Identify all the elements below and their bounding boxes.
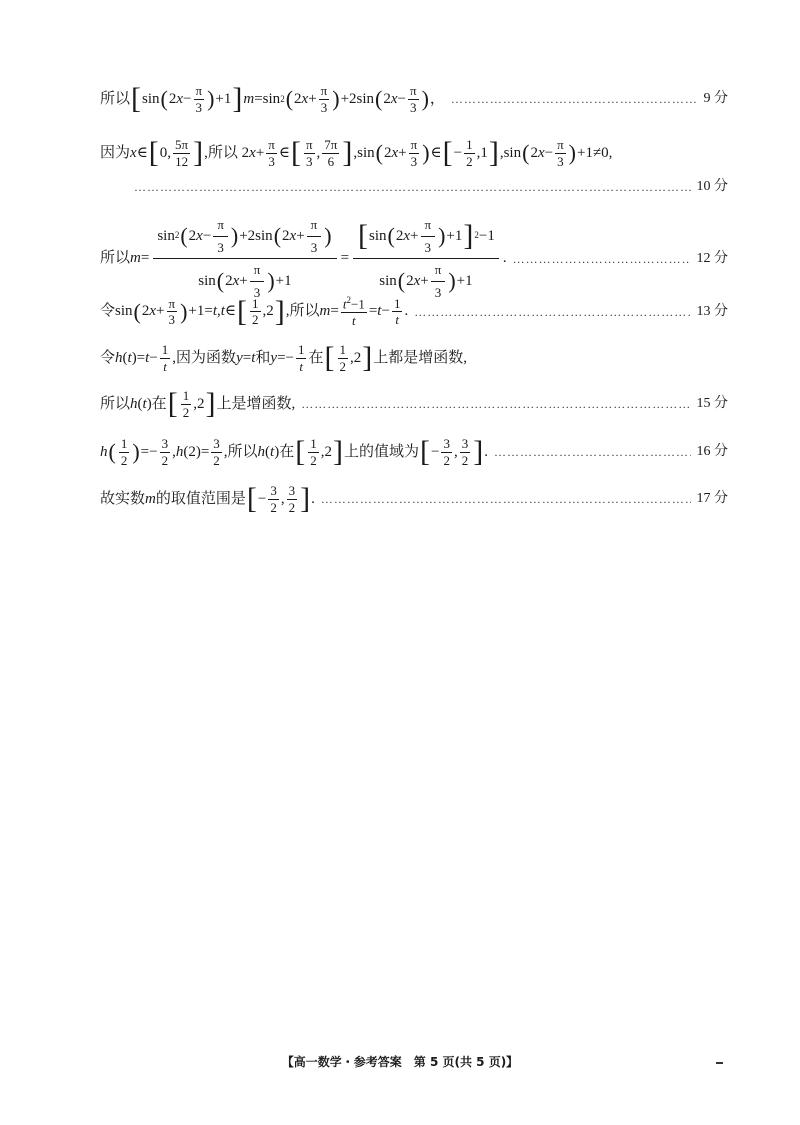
leader-dots bbox=[301, 398, 690, 410]
solution-line-range: 因为 x ∈ [ 0, $\frac{5\pi}{12}$ ] ,所以 2 x + $\frac{\pi}{3}$ ∈ [ $\frac{\pi}{3}$ , $\frac{7\pi}{6}$ ] ,sin ( 2 x + $\frac{\pi}{3}$ ) ∈ [ − $\frac{1}{2}$ ,1 ] ,sin ( 2 x − $\frac{\pi}{3}$ ) +1≠0, bbox=[100, 136, 613, 170]
score-label: 13 分 bbox=[696, 303, 728, 319]
leader-dots bbox=[321, 493, 691, 505]
leader-dots bbox=[451, 93, 698, 105]
solution-line-17: 故实数 m 的取值范围是 [ − $\frac{3}{2}$ , $\frac{3}{2}$ ] . …………………………………………………………………………………………………………………………… 17 分 bbox=[100, 484, 728, 514]
score-label: 10 分 bbox=[696, 179, 728, 194]
solution-line-12: 所以 m = sin 2 ( 2 x − $\frac{\pi}{3}$ ) +2sin ( 2 x + $\frac{\pi}{3}$ ) sin ( 2 x + $\frac{\pi}{3}$ ) +1 = [ sin ( 2 x + $\frac{\pi}{3}$ ) +1 ] 2 −1 sin ( 2 x + $\frac{\pi}{3}$ ) +1 . …………………………………………………………………………………………………………………………… 12 分 bbox=[100, 218, 728, 300]
leader-dots bbox=[134, 181, 691, 193]
score-label: 17 分 bbox=[696, 491, 728, 507]
solution-line-13: 令 sin ( 2 x + $\frac{\pi}{3}$ ) +1= t , t ∈ [ $\frac{1}{2}$ ,2 ] ,所以 m = $\frac{t^2-1}{t}$ = t − $\frac{1}{t}$ . …………………………………………………………………………………………………………………………… 13 分 bbox=[100, 296, 728, 328]
score-label: 9 分 bbox=[703, 91, 728, 107]
leader-dots bbox=[414, 306, 690, 318]
page-footer: 【高一数学・参考答案 第 5 页(共 5 页)】 bbox=[281, 1055, 519, 1069]
solution-line-10 bbox=[100, 180, 728, 194]
score-label: 16 分 bbox=[696, 444, 728, 460]
solution-line-9: 所以 [ sin ( 2 x − $\frac{\pi}{3}$ ) +1 ] m =sin 2 ( 2 x + $\frac{\pi}{3}$ ) +2sin ( 2 x − $\frac{\pi}{3}$ ) ， …………………………………………………………………………………………………………………………… 9 分 bbox=[100, 84, 728, 114]
leader-dots bbox=[513, 253, 691, 265]
solution-line-increasing: 令 h ( t )= t − $\frac{1}{t}$ ,因为函数 y = t 和 y =− $\frac{1}{t}$ 在 [ $\frac{1}{2}$ ,2 ] 上都是增函数, bbox=[100, 341, 468, 375]
corner-mark bbox=[716, 1062, 723, 1064]
leader-dots bbox=[494, 446, 691, 458]
score-label: 15 分 bbox=[696, 396, 728, 412]
score-label: 12 分 bbox=[696, 250, 728, 266]
solution-line-16: h ( $\frac{1}{2}$ ) =− $\frac{3}{2}$ , h (2)= $\frac{3}{2}$ ,所以 h ( t )在 [ $\frac{1}{2}$ ,2 ] 上的值域为 [ − $\frac{3}{2}$ , $\frac{3}{2}$ ] . …………………………………………………………………………………………………………………………… 16 分 bbox=[100, 437, 728, 467]
solution-line-15: 所以 h ( t )在 [ $\frac{1}{2}$ ,2 ] 上是增函数, …………………………………………………………………………………………………………………………… 15 分 bbox=[100, 389, 728, 419]
